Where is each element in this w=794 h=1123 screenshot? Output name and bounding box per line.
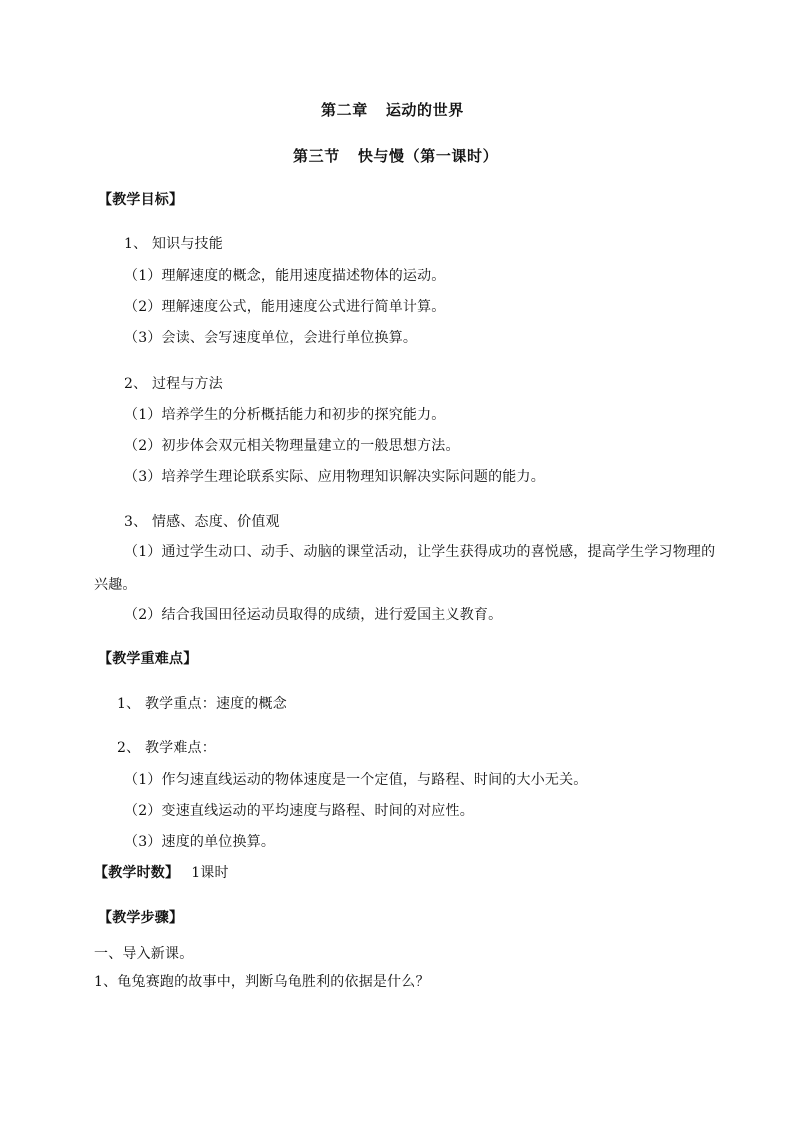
- section-label: 第三节: [293, 147, 340, 165]
- objective-group-title: 3、 情感、态度、价值观: [124, 514, 280, 530]
- objective-item: （2）理解速度公式，能用速度公式进行简单计算。: [124, 299, 446, 315]
- objective-item: （1）理解速度的概念，能用速度描述物体的运动。: [124, 268, 446, 284]
- objective-item: （3）会读、会写速度单位，会进行单位换算。: [124, 330, 418, 346]
- hours-value: 1课时: [191, 865, 229, 881]
- objective-group-title: 2、 过程与方法: [124, 376, 223, 392]
- objective-item: （2）结合我国田径运动员取得的成绩，进行爱国主义教育。: [124, 607, 503, 623]
- objective-item: （1）培养学生的分析概括能力和初步的探究能力。: [124, 407, 446, 423]
- steps-question-1: 1、龟兔赛跑的故事中，判断乌龟胜利的依据是什么？: [94, 974, 430, 990]
- key-points-heading: 【教学重难点】: [98, 651, 198, 667]
- objective-item-continuation: 兴趣。: [94, 577, 137, 593]
- objective-group-title: 1、 知识与技能: [124, 236, 223, 252]
- steps-heading: 【教学步骤】: [98, 910, 184, 926]
- steps-part-1: 一、导入新课。: [94, 946, 194, 962]
- difficulty-item: （1）作匀速直线运动的物体速度是一个定值，与路程、时间的大小无关。: [124, 772, 588, 788]
- hours-label: 【教学时数】: [94, 865, 180, 881]
- objective-item: （3）培养学生理论联系实际、应用物理知识解决实际问题的能力。: [124, 469, 545, 485]
- difficulty-title: 2、 教学难点：: [117, 740, 216, 756]
- section-title: [293, 147, 498, 165]
- hours-line: [94, 864, 229, 882]
- difficulty-item: （2）变速直线运动的平均速度与路程、时间的对应性。: [124, 803, 474, 819]
- section-name: 快与慢（第一课时）: [357, 147, 499, 165]
- objective-item: （1）通过学生动口、动手、动脑的课堂活动，让学生获得成功的喜悦感，提高学生学习物理的: [124, 544, 716, 560]
- key-focus: 1、 教学重点：速度的概念: [117, 696, 287, 712]
- chapter-title: [321, 101, 464, 119]
- objective-item: （2）初步体会双元相关物理量建立的一般思想方法。: [124, 438, 460, 454]
- objectives-heading: 【教学目标】: [98, 192, 184, 208]
- difficulty-item: （3）速度的单位换算。: [124, 834, 276, 850]
- chapter-label: 第二章: [321, 101, 368, 119]
- chapter-name: 运动的世界: [385, 101, 464, 119]
